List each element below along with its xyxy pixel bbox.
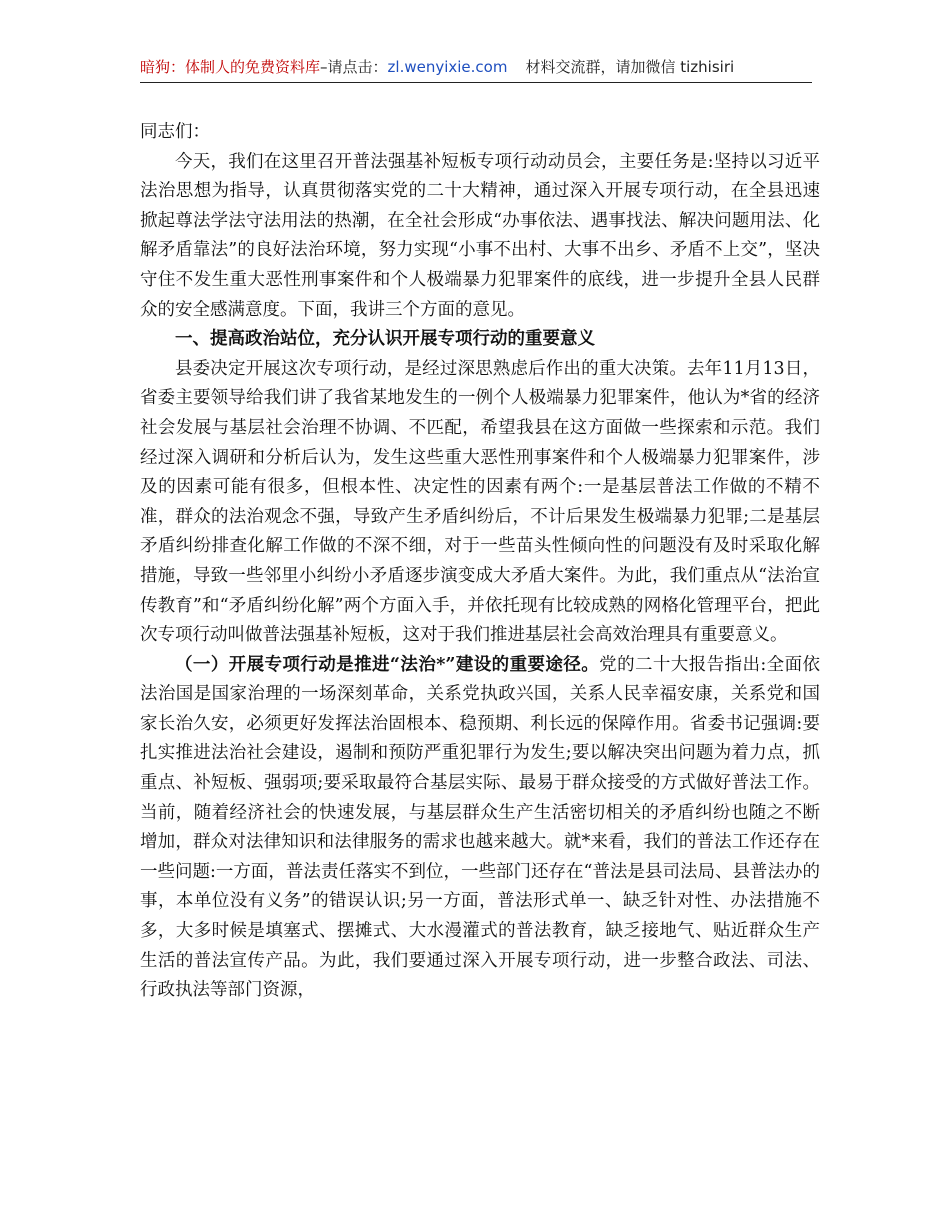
- paragraph-decision: 县委决定开展这次专项行动，是经过深思熟虑后作出的重大决策。去年11月13日，省委主要领导给我们讲了我省某地发生的一例个人极端暴力犯罪案件，他认为*省的经济社会发展与基层社会治理不协调、不匹配，希望我县在这方面做一些探索和示范。我们经过深入调研和分析后认为，发生这些重大恶性刑事案件和个人极端暴力犯罪案件，涉及的因素可能有很多，但根本性、决定性的因素有两个:一是基层普法工作做的不精不准，群众的法治观念不强，导致产生矛盾纠纷后，不计后果发生极端暴力犯罪;二是基层矛盾纠纷排查化解工作做的不深不细，对于一些苗头性倾向性的问题没有及时采取化解措施，导致一些邻里小纠纷小矛盾逐步演变成大矛盾大案件。为此，我们重点从“法治宣传教育”和“矛盾纠纷化解”两个方面入手，并依托现有比较成熟的网格化管理平台，把此次专项行动叫做普法强基补短板，这对于我们推进基层社会高效治理具有重要意义。: [140, 358, 820, 646]
- header-wechat: 材料交流群，请加微信 tizhisiri: [525, 58, 735, 76]
- page-header: [140, 56, 812, 83]
- header-brand: 暗狗：体制人的免费资料库: [140, 58, 321, 76]
- header-site-link[interactable]: zl.wenyixie.com: [387, 58, 508, 76]
- paragraph-subsection-1: [140, 651, 820, 1006]
- document-body: [140, 118, 820, 1006]
- subsection-text-1: 党的二十大报告指出:全面依法治国是国家治理的一场深刻革命，关系党执政兴国，关系人民幸福安康，关系党和国家长治久安，必须更好发挥法治固根本、稳预期、利长远的保障作用。省委书记强调:要扎实推进法治社会建设，遏制和预防严重犯罪行为发生;要以解决突出问题为着力点，抓重点、补短板、强弱项;要采取最符合基层实际、最易于群众接受的方式做好普法工作。当前，随着经济社会的快速发展，与基层群众生产生活密切相关的矛盾纠纷也随之不断增加，群众对法律知识和法律服务的需求也越来越大。就*来看，我们的普法工作还存在一些问题:一方面，普法责任落实不到位，一些部门还存在“普法是县司法局、县普法办的事，本单位没有义务”的错误认识;另一方面，普法形式单一、缺乏针对性、办法措施不多，大多时候是填塞式、摆摊式、大水漫灌式的普法教育，缺乏接地气、贴近群众生产生活的普法宣传产品。为此，我们要通过深入开展专项行动，进一步整合政法、司法、行政执法等部门资源，: [140, 654, 820, 1001]
- header-prompt: –请点击：: [320, 58, 388, 76]
- salutation: 同志们：: [140, 122, 210, 142]
- subsection-heading-1: （一）开展专项行动是推进“法治*”建设的重要途径。: [175, 654, 600, 675]
- section-heading-1: 一、提高政治站位，充分认识开展专项行动的重要意义: [175, 329, 595, 350]
- paragraph-intro: 今天，我们在这里召开普法强基补短板专项行动动员会，主要任务是:坚持以习近平法治思想为指导，认真贯彻落实党的二十大精神，通过深入开展专项行动，在全县迅速掀起尊法学法守法用法的热潮，在全社会形成“办事依法、遇事找法、解决问题用法、化解矛盾靠法”的良好法治环境，努力实现“小事不出村、大事不出乡、矛盾不上交”，坚决守住不发生重大恶性刑事案件和个人极端暴力犯罪案件的底线，进一步提升全县人民群众的安全感满意度。下面，我讲三个方面的意见。: [140, 151, 820, 320]
